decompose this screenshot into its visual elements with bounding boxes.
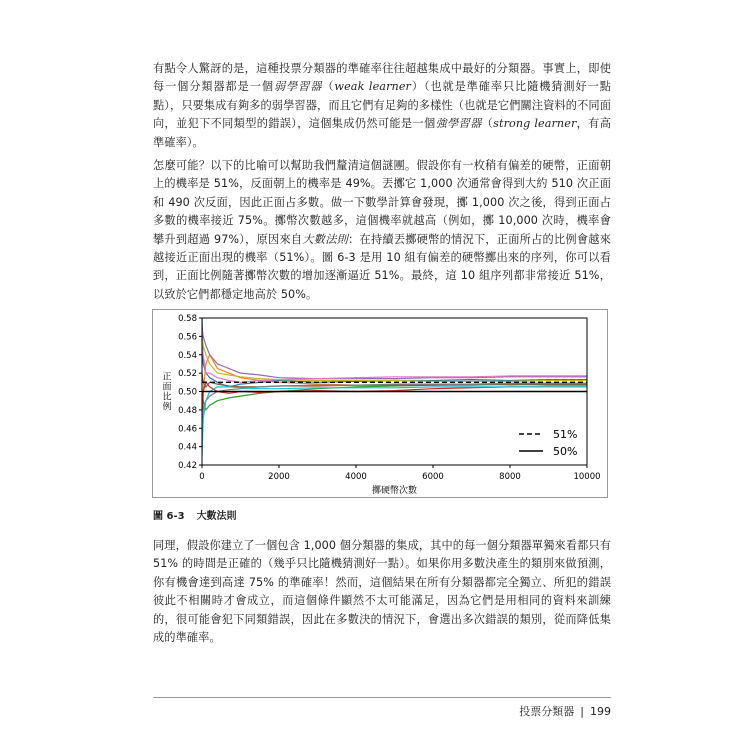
x-tick-label: 6000 [422, 472, 444, 482]
y-tick-label: 0.48 [178, 405, 197, 416]
x-tick-label: 0 [199, 472, 205, 482]
text-run: ）（也就是準確率只比隨機猜測好一點點），只要集成有夠多的弱學習器，而且它們有足夠的多樣性（也就是它們關注資料的不同面向，並犯下不同類型的錯誤），這個集成仍然可能是一個 [153, 80, 611, 131]
text-run: （ [322, 80, 335, 94]
figure-title: 大數法則 [196, 511, 237, 522]
footer-rule [153, 697, 611, 698]
page-number: 199 [590, 705, 611, 718]
figure-law-of-large-numbers [152, 309, 608, 498]
paragraph-weak-learner [153, 60, 611, 152]
legend-label-51%: 51% [553, 428, 578, 441]
series-line-5 [202, 327, 587, 378]
text-run: ，有高準確率）。 [153, 117, 611, 149]
text-run: ：在持續丟擲硬幣的情況下，正面所占的比例會越來越接近正面出現的機率（51%）。圖 6-3 是用 10 組有偏差的硬幣擲出來的序列，你可以看到，正面比例隨著擲幣次數的增加逐漸逼近 51%。最終，這 10 組序列都非常接近 51%，以致於它們都穩定地高於 50%。 [153, 232, 611, 301]
x-tick-label: 2000 [268, 472, 290, 482]
y-tick-label: 0.50 [178, 387, 197, 398]
term-weak-learner: 弱學習器 [273, 80, 323, 94]
x-axis-label: 擲硬幣次數 [371, 486, 418, 496]
term-weak-learner-en: weak learner [334, 80, 412, 94]
y-tick-label: 0.42 [178, 461, 197, 471]
text-run: 怎麼可能？以下的比喻可以幫助我們釐清這個謎團。假設你有一枚稍有偏差的硬幣，正面朝上的機率是 51%，反面朝上的機率是 49%。丟擲它 1,000 次通常會得到大約 510 次正面和 490 次反面，因此正面占多數。做一下數學計算會發現，擲 1,000 次之後，得到正面占多數的機率接近 75%。擲幣次數越多，這個機率就越高（例如，擲 10,000 次時，機率會攀升到超過 97%），原因來自 [153, 159, 611, 246]
running-header-chapter: 投票分類器 [519, 705, 575, 718]
footer-separator: | [580, 705, 584, 718]
y-axis-label: 正面比例 [162, 372, 172, 413]
y-tick-label: 0.56 [178, 332, 197, 343]
term-law-of-large-numbers: 大數法則 [302, 232, 349, 246]
series-line-10 [202, 387, 587, 456]
y-tick-label: 0.58 [178, 314, 197, 324]
legend [519, 428, 577, 458]
term-strong-learner: 強學習器 [435, 117, 482, 131]
figure-number: 圖 6-3 [153, 511, 185, 522]
text-run: （ [481, 117, 494, 131]
x-tick-label: 8000 [499, 472, 521, 482]
series-line-2 [202, 355, 587, 438]
legend-label-50%: 50% [553, 445, 578, 458]
y-tick-label: 0.54 [178, 350, 197, 361]
x-tick-label: 4000 [345, 472, 367, 482]
term-strong-learner-en: strong learner [493, 117, 577, 131]
text-run: 有點令人驚訝的是，這種投票分類器的準確率往往超越集成中最好的分類器。事實上，即使每一個分類器都是一個 [153, 62, 611, 94]
paragraph-ensemble-analogy: 同理，假設你建立了一個包含 1,000 個分類器的集成，其中的每一個分類器單獨來看都只有 51% 的時間是正確的（幾乎只比隨機猜測好一點）。如果你用多數決產生的類別來做預測，你有機會達到高達 75% 的準確率！然而，這個結果在所有分類器都完全獨立、所犯的錯誤彼此不相關時才會成立，而這個條件顯然不太可能滿足，因為它們是用相同的資料來訓練的，很可能會犯下同類錯誤，因此在多數決的情況下，會選出多次錯誤的類別，從而降低集成的準確率。 [153, 539, 611, 645]
y-tick-label: 0.44 [178, 442, 197, 453]
x-tick-label: 10000 [573, 472, 601, 482]
y-tick-label: 0.52 [178, 369, 197, 380]
figure-caption [153, 507, 249, 522]
page-footer [519, 703, 611, 719]
axes [162, 314, 600, 496]
paragraph-coin-analogy [153, 157, 611, 304]
y-tick-label: 0.46 [178, 424, 197, 435]
series-layer [202, 318, 587, 456]
line-chart [153, 310, 607, 497]
